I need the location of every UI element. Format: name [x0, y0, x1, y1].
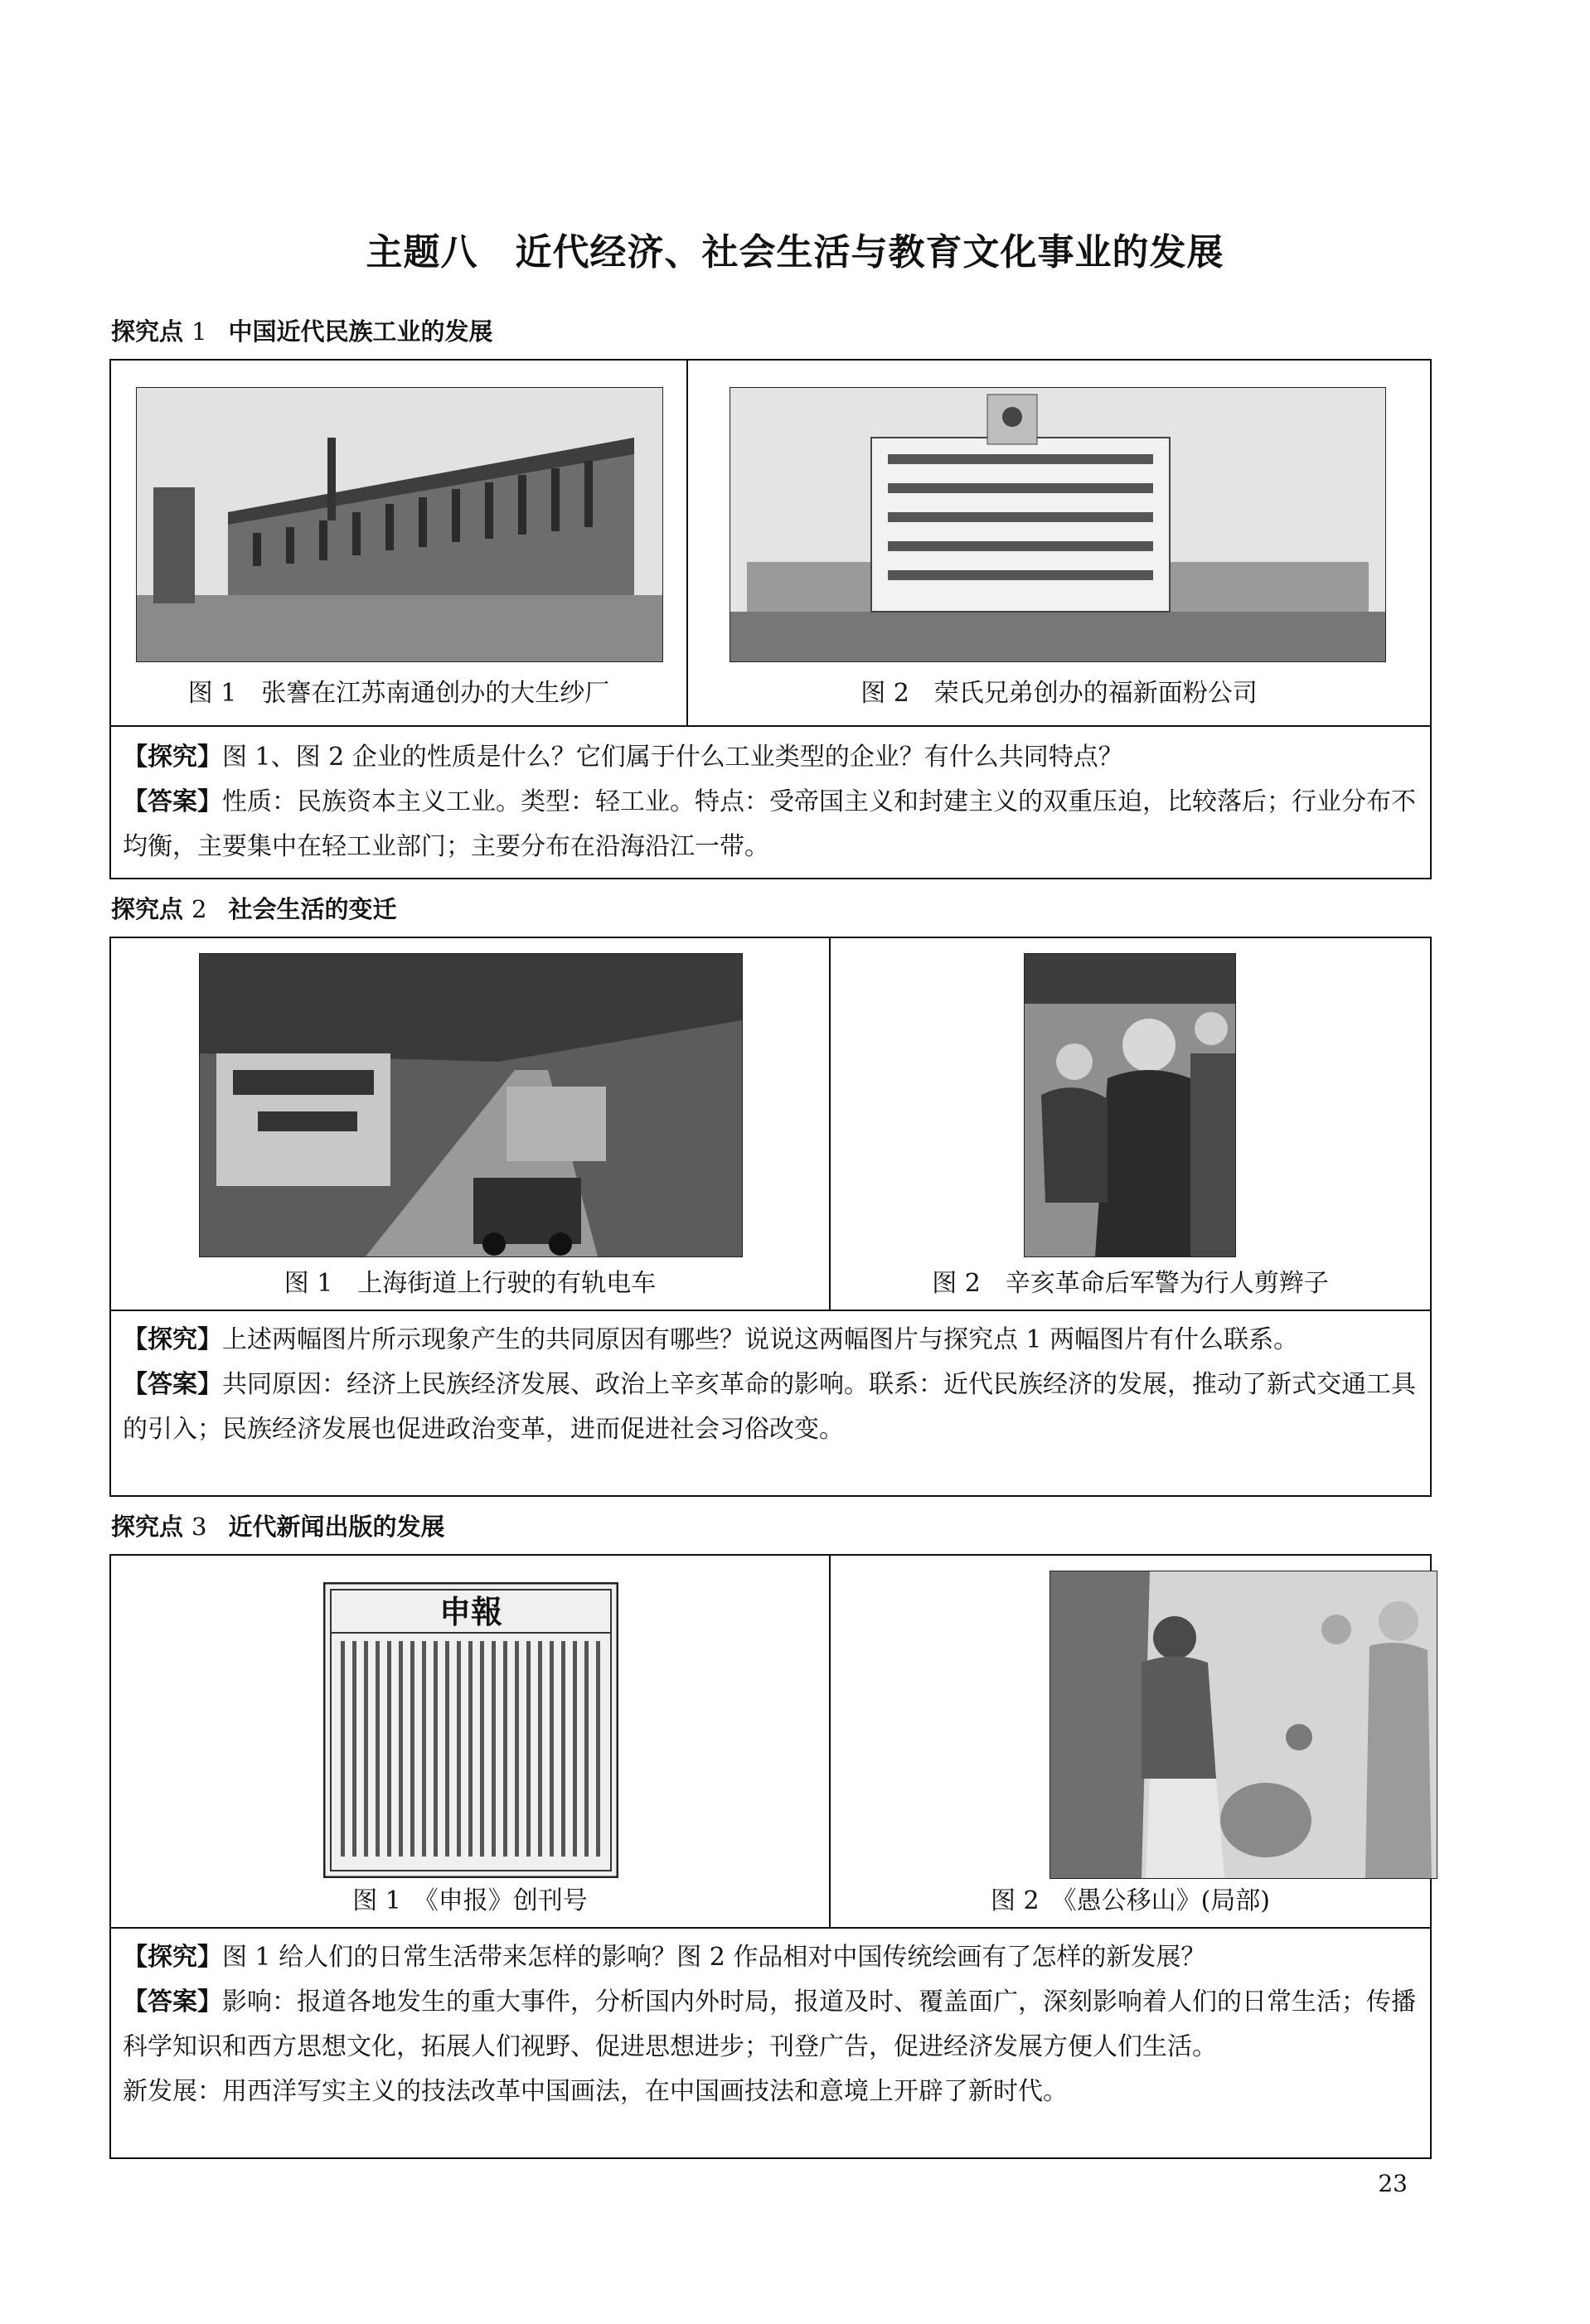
answer-text: 性质：民族资本主义工业。类型：轻工业。特点：受帝国主义和封建主义的双重压迫，比较落后；行业分布不均衡，主要集中在轻工业部门；主要分布在沿海沿江一带。 [123, 787, 1416, 861]
section-2-figure-2-caption: 图 2 辛亥革命后军警为行人剪辫子 [932, 1269, 1329, 1298]
section-3-name: 近代新闻出版的发展 [228, 1513, 445, 1541]
section-2-prefix: 探究点 [111, 895, 184, 923]
section-3-extra: 新发展：用西洋写实主义的技法改革中国画法，在中国画技法和意境上开辟了新时代。 [123, 2077, 1068, 2106]
queue-cutting-photo [1024, 953, 1236, 1257]
section-1-figures [111, 361, 1430, 727]
answer-text: 影响：报道各地发生的重大事件，分析国内外时局，报道及时、覆盖面广，深刻影响着人们的日常生活；传播科学知识和西方思想文化，拓展人们视野、促进思想进步；刊登广告，促进经济发展方便人们生活。 [123, 1988, 1416, 2061]
section-3-box [109, 1554, 1432, 2159]
section-1-answer [123, 780, 1418, 869]
section-1-figure-1-caption: 图 1 张謇在江苏南通创办的大生纱厂 [187, 679, 610, 708]
section-2-text [123, 1318, 1418, 1452]
question-text: 上述两幅图片所示现象产生的共同原因有哪些？说说这两幅图片与探究点 1 两幅图片有什么联系。 [222, 1325, 1299, 1354]
section-3-figure-2 [829, 1556, 1430, 1927]
section-2-number: 2 [191, 895, 207, 923]
section-3-answer [123, 1980, 1418, 2070]
section-1-question [123, 735, 1418, 780]
page-title: 主题八 近代经济、社会生活与教育文化事业的发展 [366, 231, 1224, 274]
shanghai-tram-photo [199, 953, 743, 1257]
question-text: 图 1、图 2 企业的性质是什么？它们属于什么工业类型的企业？有什么共同特点？ [222, 743, 1123, 772]
section-2-question [123, 1318, 1418, 1363]
section-1-number: 1 [191, 317, 207, 346]
section-1-text [123, 735, 1418, 869]
fuxin-flour-mill-photo [730, 387, 1386, 662]
section-2-figure-1-caption: 图 1 上海街道上行驶的有轨电车 [284, 1269, 657, 1298]
yugong-painting-photo [1049, 1571, 1437, 1879]
question-tag: 【探究】 [123, 1325, 222, 1354]
section-2-figure-1 [111, 938, 829, 1310]
question-tag: 【探究】 [123, 1943, 222, 1972]
section-2-name: 社会生活的变迁 [228, 895, 397, 923]
answer-tag: 【答案】 [123, 787, 222, 816]
section-3-label [111, 1508, 444, 1542]
question-tag: 【探究】 [123, 743, 222, 772]
newspaper-masthead: 申報 [439, 1593, 503, 1630]
section-1-label [111, 313, 492, 347]
section-1-name: 中国近代民族工业的发展 [228, 317, 493, 346]
answer-tag: 【答案】 [123, 1370, 222, 1399]
question-text: 图 1 给人们的日常生活带来怎样的影响？图 2 作品相对中国传统绘画有了怎样的新发展？ [222, 1943, 1206, 1972]
section-3-question [123, 1935, 1418, 1980]
section-1-figure-2 [686, 361, 1430, 725]
section-3-number: 3 [191, 1513, 207, 1541]
section-1-prefix: 探究点 [111, 317, 184, 346]
section-2-label [111, 891, 396, 925]
section-3-figures [111, 1556, 1430, 1929]
section-3-figure-1-caption: 图 1 《申报》创刊号 [352, 1886, 588, 1915]
section-3-figure-2-caption: 图 2 《愚公移山》(局部) [990, 1886, 1271, 1915]
section-2-figures [111, 938, 1430, 1311]
section-2-answer [123, 1363, 1418, 1452]
answer-text: 共同原因：经济上民族经济发展、政治上辛亥革命的影响。联系：近代民族经济的发展，推动了新式交通工具的引入；民族经济发展也促进政治变革，进而促进社会习俗改变。 [123, 1370, 1416, 1444]
section-1-figure-2-caption: 图 2 荣氏兄弟创办的福新面粉公司 [860, 679, 1258, 708]
shenbao-newspaper-photo [323, 1582, 618, 1878]
section-2-figure-2 [829, 938, 1430, 1310]
section-3-text [123, 1935, 1418, 2114]
section-2-box [109, 937, 1432, 1497]
section-3-figure-1 [111, 1556, 829, 1927]
page-number: 23 [1378, 2170, 1408, 2197]
dasheng-mill-photo [136, 387, 663, 662]
answer-tag: 【答案】 [123, 1988, 222, 2017]
section-1-box [109, 359, 1432, 879]
section-1-figure-1 [111, 361, 686, 725]
section-3-prefix: 探究点 [111, 1513, 184, 1541]
